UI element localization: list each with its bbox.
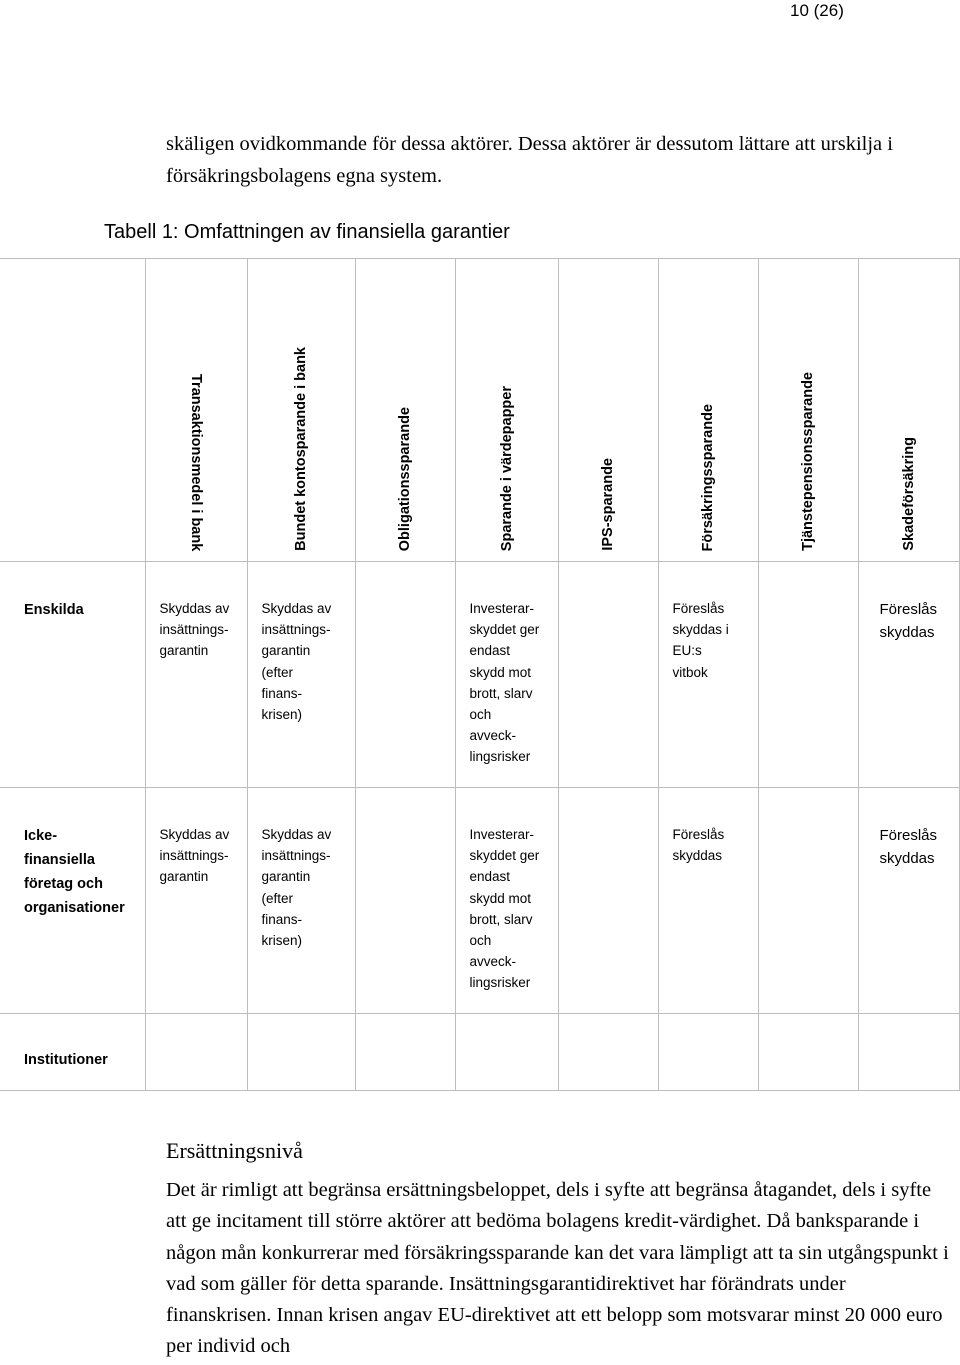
cell-text [248, 1014, 355, 1050]
row-label: Icke- finansiella företag och organisationer [24, 828, 125, 916]
cell-text [559, 788, 658, 824]
column-header-label: Sparande i värdepapper [498, 385, 515, 551]
cell-text [759, 1014, 858, 1050]
column-header [658, 259, 758, 562]
column-header [455, 259, 558, 562]
cell-text [759, 788, 858, 824]
table-cell [355, 562, 455, 788]
table-cell [658, 788, 758, 1014]
cell-text [146, 1014, 247, 1050]
header-corner [0, 259, 145, 562]
table-cell [355, 1014, 455, 1091]
table-cell [858, 788, 959, 1014]
table-cell [858, 1014, 959, 1091]
column-header-label: Försäkringssparande [700, 403, 716, 551]
column-header [858, 259, 959, 562]
table-cell [145, 1014, 247, 1091]
cell-text: Skyddas av insättnings- garantin [159, 601, 230, 659]
table-row [0, 1014, 959, 1091]
table-cell [758, 788, 858, 1014]
row-label: Enskilda [24, 602, 84, 618]
column-header-label: Bundet kontosparande i bank [293, 347, 309, 551]
cell-text [859, 1014, 959, 1050]
table-cell [558, 1014, 658, 1091]
intro-paragraph: skäligen ovidkommande för dessa aktörer. Dessa aktörer är dessutom lättare att urskilja i försäkringsbolagens egna system. [166, 133, 893, 187]
table-cell [758, 1014, 858, 1091]
table-cell [247, 562, 355, 788]
table-row [0, 562, 959, 788]
section-heading: Ersättningsnivå [166, 1138, 303, 1163]
cell-text [356, 1014, 455, 1050]
row-label-cell [0, 788, 145, 1014]
page-number: 10 (26) [790, 1, 844, 20]
cell-text [456, 1014, 558, 1050]
coverage-table [0, 258, 960, 1091]
table-cell [455, 1014, 558, 1091]
table-cell [658, 562, 758, 788]
cell-text: Föreslås skyddas i EU:s vitbok [672, 601, 729, 680]
column-header-label: IPS-sparande [600, 458, 616, 551]
table-caption: Tabell 1: Omfattningen av finansiella garantier [104, 221, 510, 243]
table-cell [758, 562, 858, 788]
table-cell [858, 562, 959, 788]
column-header-label: Transaktionsmedel i bank [188, 373, 204, 551]
cell-text [356, 788, 455, 824]
column-header [558, 259, 658, 562]
column-header [758, 259, 858, 562]
cell-text [559, 1014, 658, 1050]
table-cell [247, 1014, 355, 1091]
cell-text: Föreslås skyddas [879, 827, 938, 867]
table-cell [145, 788, 247, 1014]
column-header [355, 259, 455, 562]
column-header [145, 259, 247, 562]
cell-text [356, 562, 455, 598]
table-cell [355, 788, 455, 1014]
table-cell [145, 562, 247, 788]
row-label-cell [0, 562, 145, 788]
column-header-label: Skadeförsäkring [900, 437, 917, 551]
body-paragraph: Det är rimligt att begränsa ersättningsbeloppet, dels i syfte att begränsa åtagandet, dels i syfte att ge incitament till större aktörer att bedöma bolagens kredit-värdighet. Då banksparande i någon mån konkurrerar med försäkringssparande kan det vara lämpligt att ta sin utgångspunkt i vad som gäller för detta sparande. Insättningsgarantidirektivet har förändrats under finanskrisen. Innan krisen angav EU-direktivet att ett belopp som motsvarar minst 20 000 euro per individ och [166, 1179, 949, 1358]
row-label-cell [0, 1014, 145, 1091]
cell-text: Föreslås skyddas [879, 601, 938, 641]
table-cell [558, 562, 658, 788]
cell-text [559, 562, 658, 598]
cell-text: Föreslås skyddas [672, 827, 725, 864]
cell-text: Skyddas av insättnings- garantin [159, 827, 230, 885]
column-header [247, 259, 355, 562]
column-header-label: Obligationssparande [397, 406, 413, 551]
cell-text: Investerar- skyddet ger endast skydd mot brott, slarv och avveck- lingsrisker [469, 601, 540, 765]
cell-text: Investerar- skyddet ger endast skydd mot brott, slarv och avveck- lingsrisker [469, 827, 540, 991]
cell-text [659, 1014, 758, 1050]
table-header-row [0, 259, 959, 562]
row-label: Institutioner [24, 1052, 108, 1068]
column-header-label: Tjänstepensionssparande [800, 372, 816, 551]
table-cell [247, 788, 355, 1014]
cell-text: Skyddas av insättnings- garantin (efter finans- krisen) [261, 601, 332, 723]
table-cell [558, 788, 658, 1014]
cell-text: Skyddas av insättnings- garantin (efter finans- krisen) [261, 827, 332, 949]
table-cell [658, 1014, 758, 1091]
cell-text [759, 562, 858, 598]
table-cell [455, 562, 558, 788]
table-cell [455, 788, 558, 1014]
table-row [0, 788, 959, 1014]
